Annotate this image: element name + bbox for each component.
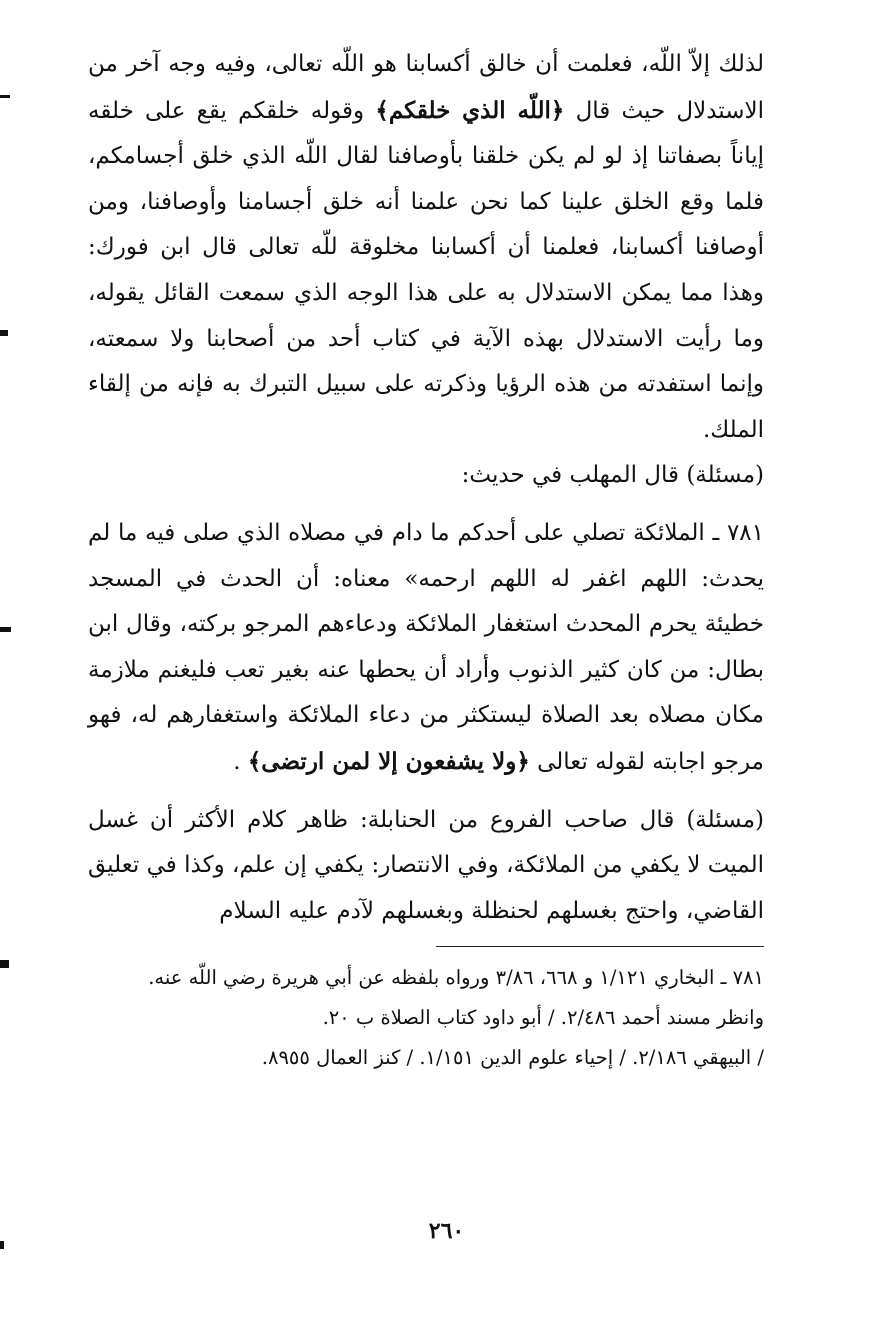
paragraph-3 [88,511,764,786]
scan-edge-mark [0,330,8,336]
scan-edge-mark [0,960,9,968]
footnote-separator [436,946,764,947]
page-number: ٢٦٠ [428,1218,465,1244]
page-body [88,42,764,934]
scan-edge-mark [0,95,10,98]
paragraph-1-continuation: وقوله خلقكم يقع على خلقه إياناً بصفاتنا إذ لو لم يكن خلقنا بأوصافنا لقال اللّه الذي خلق أجسامكم، فلما وقع الخلق علينا كما نحن علمنا أنه خلق أجسامنا وأوصافنا، ومن أوصافنا أكسابنا، فعلمنا أن أكسابنا مخلوقة للّه تعالى قال ابن فورك: وهذا مما يمكن الاستدلال به على هذا الوجه الذي سمعت القائل يقوله، وما رأيت الاستدلال بهذه الآية في كتاب أحد من أصحابنا ولا سمعته، وإنما استفدته من هذه الرؤيا وذكرته على سبيل التبرك به فإنه من إلقاء الملك. [88,97,764,443]
footnote-3: / البيهقي ٢/١٨٦. / إحياء علوم الدين ١/١٥١. / كنز العمال ٨٩٥٥. [261,1046,764,1069]
paragraph-3-text: ٧٨١ ـ الملائكة تصلي على أحدكم ما دام في مصلاه الذي صلى فيه ما لم يحدث: اللهم اغفر له اللهم ارحمه» معناه: أن الحدث في المسجد خطيئة يحرم المحدث استغفار الملائكة ودعاءهم المرجو بركته، وقال ابن بطال: من كان كثير الذنوب وأراد أن يحطها عنه بغير تعب فليغنم ملازمة مكان مصلاه بعد الصلاة ليستكثر من دعاء الملائكة واستغفارهم له، فهو مرجو اجابته لقوله تعالى [88,519,764,775]
paragraph-3-end: . [233,748,241,775]
paragraph-1-text: لذلك إلاّ اللّه، فعلمت أن خالق أكسابنا هو اللّه تعالى، وفيه وجه آخر من الاستدلال حيث قال [88,51,765,124]
footnotes [88,958,764,1078]
footnote-1: ٧٨١ ـ البخاري ١/١٢١ و ٦٦٨، ٣/٨٦ ورواه بلفظه عن أبي هريرة رضي اللّه عنه. [148,966,764,989]
scan-edge-mark [0,627,11,632]
paragraph-4: (مسئلة) قال صاحب الفروع من الحنابلة: ظاهر كلام الأكثر أن غسل الميت لا يكفي من الملائكة، وفي الانتصار: يكفي إن علم، وكذا في تعليق القاضي، واحتج بغسلهم لحنظلة وبغسلهم لآدم عليه السلام [88,806,764,924]
paragraph-1 [88,42,764,453]
quran-quote-2: ﴿ولا يشفعون إلا لمن ارتضى﴾ [247,747,530,775]
quran-quote-1: ﴿اللّه الذي خلقكم﴾ [375,96,565,124]
paragraph-2: (مسئلة) قال المهلب في حديث: [461,462,764,489]
scan-edge-mark [0,1241,4,1249]
footnote-2: وانظر مسند أحمد ٢/٤٨٦. / أبو داود كتاب الصلاة ب ٢٠. [322,1006,764,1029]
